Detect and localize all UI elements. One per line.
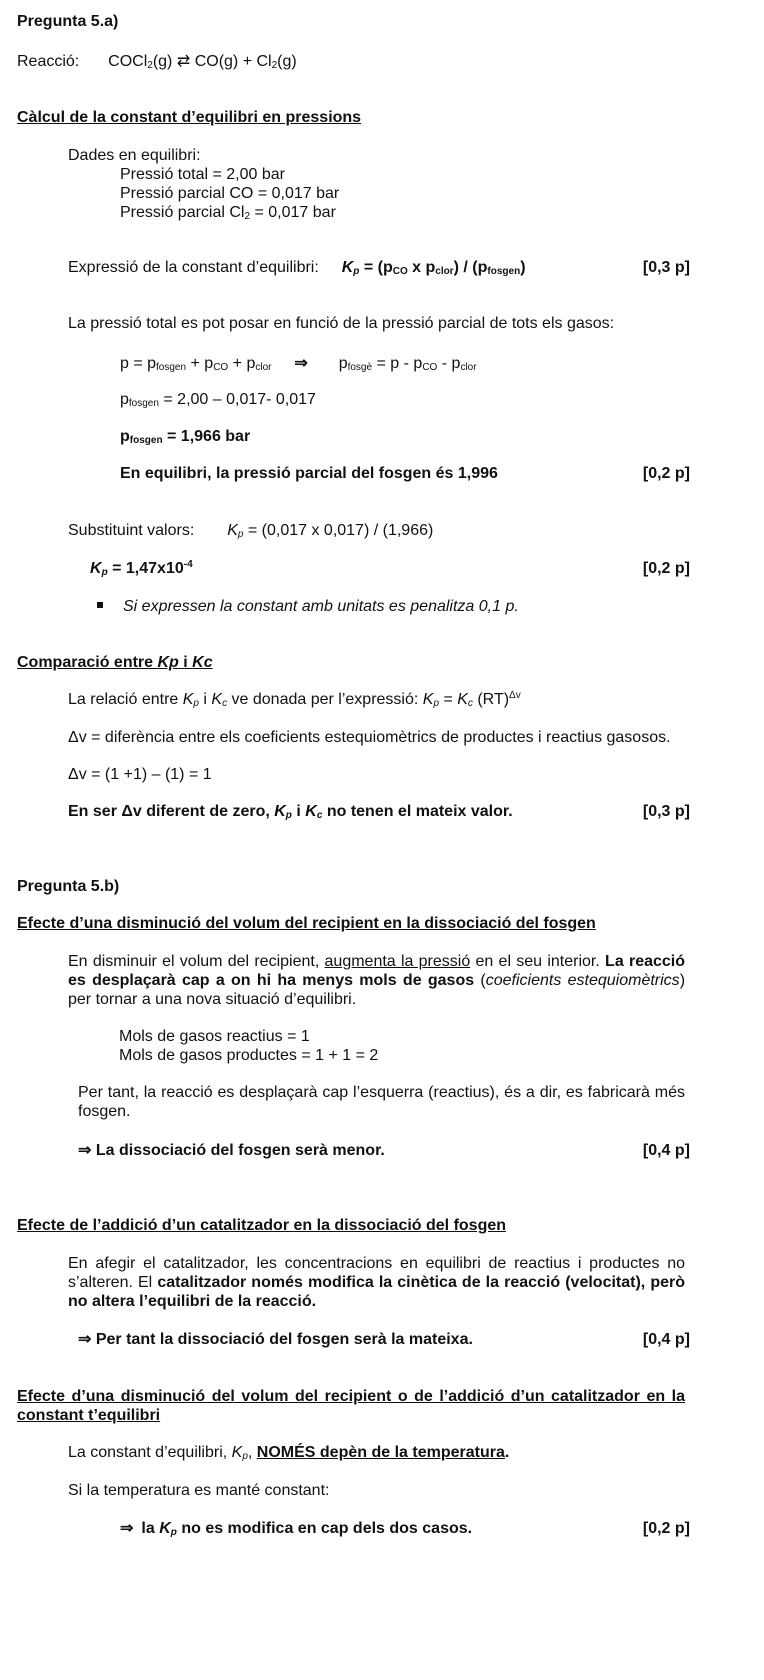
total-pressure-data: Pressió total = 2,00 bar <box>120 166 285 183</box>
volume-shift-explanation: Per tant, la reacció es desplaçarà cap l’esquerra (reactius), és a dir, es fabricarà més fosgen. <box>78 1084 685 1120</box>
delta-v-definition: Δv = diferència entre els coeficients estequiomètrics de productes i reactius gasosos. <box>68 729 671 746</box>
substitution-label: Substituint valors: <box>68 522 195 539</box>
cl2-pressure-data: Pressió parcial $Cl_2 = 0,017$ bar <box>120 204 336 222</box>
pressure-equation-1: $p = p_{fosgen} + p_{CO} + p_{clor}$ ⇒ $p_{fosgè} = p - p_{CO} - p_{clor}$ <box>120 355 477 373</box>
kp-expression <box>68 258 526 278</box>
kp-result: $K_p = 1,47x10^{-4}$ <box>90 559 193 578</box>
implies-arrow-icon: ⇒ <box>120 1520 134 1537</box>
volume-conclusion: ⇒ La dissociació del fosgen serà menor. <box>78 1142 385 1159</box>
catalyst-paragraph: En afegir el catalitzador, les concentracions en equilibri de reactius i productes no s’alteren. El catalitzador només modifica la cinètica de la reacció (velocitat), però no altera l’equilibri de la reacció. <box>68 1255 685 1310</box>
pressure-equation-2: $p_{fosgen} = 2,00 - 0,017-$ 0,017 <box>120 391 316 409</box>
total-pressure-explanation: La pressió total es pot posar en funció de la pressió parcial de tots els gasos: <box>68 315 615 332</box>
constant-temperature-condition: Si la temperatura es manté constant: <box>68 1482 330 1499</box>
substitution-line: Substituint valors: $K_p = (0,017$ x 0,017) / (1,966) <box>68 522 434 540</box>
constant-section-heading: Efecte d’una disminució del volum del recipient o de l’addició d’un catalitzador en la constant t’equilibri <box>17 1388 685 1424</box>
phosgene-pressure-conclusion: En equilibri, la pressió parcial del fosgen és 1,996 <box>120 465 498 482</box>
constant-conclusion: ⇒ la $K_p$ no es modifica en cap dels dos casos. <box>120 1520 473 1538</box>
implies-arrow-icon: ⇒ <box>78 1331 92 1348</box>
comparison-conclusion: En ser Δv diferent de zero, $K_p$ i $K_c$ no tenen el mateix valor. <box>68 803 513 821</box>
volume-paragraph: En disminuir el volum del recipient, augmenta la pressió en el seu interior. La reacció es desplaçarà cap a on hi ha menys mols de gasos (coeficients estequiomètrics) per tornar a una nova situació d’equilibri. <box>68 953 686 1008</box>
kp-result-points: [0,2 p] <box>642 560 690 577</box>
catalyst-section-heading: Efecte de l’addició d’un catalitzador en la dissociació del fosgen <box>17 1217 507 1234</box>
co-pressure-data: Pressió parcial CO = 0,017 bar <box>120 185 340 202</box>
catalyst-points: [0,4 p] <box>642 1331 690 1348</box>
constant-points: [0,2 p] <box>642 1520 690 1537</box>
volume-section-heading: Efecte d’una disminució del volum del recipient en la dissociació del fosgen <box>17 915 596 932</box>
reaction-label: Reacció: <box>17 53 80 70</box>
bullet-icon <box>97 602 103 608</box>
comparison-heading: Comparació entre Kp i Kc <box>17 654 213 671</box>
reaction-line <box>17 52 297 72</box>
question-5a-title: Pregunta 5.a) <box>17 13 119 30</box>
penalty-note: Si expressen la constant amb unitats es penalitza 0,1 p. <box>97 597 519 617</box>
equilibrium-data-title: Dades en equilibri: <box>68 147 201 164</box>
delta-v-calculation: Δv = (1 +1) – (1) = 1 <box>68 766 212 783</box>
implies-arrow-icon: ⇒ <box>294 355 308 372</box>
comparison-points: [0,3 p] <box>642 803 690 820</box>
equilibrium-arrow-icon: ⇄ <box>176 53 191 70</box>
kp-section-heading: Càlcul de la constant d’equilibri en pressions <box>17 109 362 126</box>
constant-temperature-line: La constant d’equilibri, $K_p$, NOMÉS depèn de la temperatura. <box>68 1444 510 1462</box>
product-moles: Mols de gasos productes = 1 + 1 = 2 <box>119 1047 379 1064</box>
kp-expression-label: Expressió de la constant d’equilibri: <box>68 259 319 276</box>
kp-expression-points: [0,3 p] <box>642 259 690 276</box>
volume-points: [0,4 p] <box>642 1142 690 1159</box>
implies-arrow-icon: ⇒ <box>78 1142 92 1159</box>
pressure-equation-3: $p_{fosgen} = 1,966$ bar <box>120 428 251 446</box>
kp-expression-formula: $K_p = (p_{CO}$ x $p_{clor}) / (p_{fosgen})$ <box>341 259 526 277</box>
question-5b-title: Pregunta 5.b) <box>17 878 120 895</box>
kp-kc-relation: La relació entre $K_p$ i $K_c$ ve donada per l’expressió: $K_p = K_c$ (RT)$^{\Delta v}$ <box>68 690 521 709</box>
reactant-moles: Mols de gasos reactius = 1 <box>119 1028 310 1045</box>
phosgene-pressure-points: [0,2 p] <box>642 465 690 482</box>
reaction-equation: COCl$_2$(g) ⇄ $CO(g) + Cl_2(g)$ <box>108 53 297 71</box>
catalyst-conclusion: ⇒ Per tant la dissociació del fosgen serà la mateixa. <box>78 1331 473 1348</box>
